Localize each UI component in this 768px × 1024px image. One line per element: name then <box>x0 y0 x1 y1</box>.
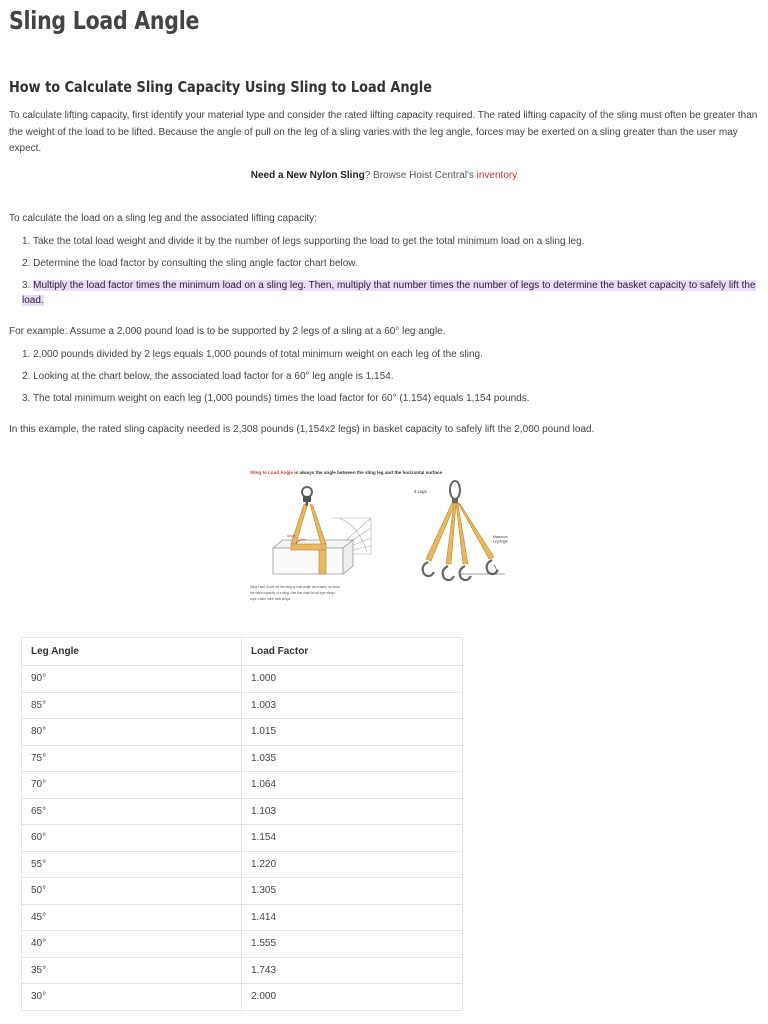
table-row <box>22 851 463 878</box>
single-sling-diagram <box>273 487 371 574</box>
conclusion: In this example, the rated sling capacity needed is 2,308 pounds (1,154x2 legs) in basket capacity to safely lift the 2,000 pound load. <box>9 424 595 435</box>
load-factor-cell: 1.003 <box>242 692 463 719</box>
table-row <box>22 772 463 799</box>
load-factor-cell: 1.555 <box>242 931 463 958</box>
example-step-3: 3. The total minimum weight on each leg (1,000 pounds) times the load factor for 60° (1.154) equals 1,154 pounds. <box>22 393 530 404</box>
load-factor-cell: 1.220 <box>242 851 463 878</box>
load-factor-cell: 1.015 <box>242 719 463 746</box>
max-angle-label: Maximum Leg Angle <box>493 535 509 544</box>
load-factor-cell: 1.035 <box>242 745 463 772</box>
svg-text:the rated capacity of a sling.: the rated capacity of a sling. Use this chart for all type slings: <box>250 591 336 595</box>
leg-angle-cell: 90° <box>22 666 242 693</box>
calc-step-2: 2. Determine the load factor by consulting the sling angle factor chart below. <box>22 258 358 269</box>
load-factor-table <box>21 637 463 1011</box>
svg-text:rope, chain, wire, web slings.: rope, chain, wire, web slings. <box>250 597 291 601</box>
load-factor-cell: 1.414 <box>242 904 463 931</box>
table-header-row <box>22 638 463 666</box>
table-row <box>22 719 463 746</box>
table-row <box>22 931 463 958</box>
example-step-2: 2. Looking at the chart below, the associated load factor for a 60° leg angle is 1.154. <box>22 371 394 382</box>
table-row <box>22 878 463 905</box>
load-factor-header: Load Factor <box>242 638 463 666</box>
leg-angle-header: Leg Angle <box>22 638 242 666</box>
calc-steps-list <box>22 234 757 308</box>
load-factor-cell: 1.103 <box>242 798 463 825</box>
sling-angle-figure <box>243 466 517 610</box>
table-row <box>22 825 463 852</box>
inventory-callout <box>0 170 768 181</box>
table-row <box>22 745 463 772</box>
leg-angle-cell: 50° <box>22 878 242 905</box>
leg-angle-cell: 65° <box>22 798 242 825</box>
example-steps-list <box>22 347 757 406</box>
calc-lead: To calculate the load on a sling leg and the associated lifting capacity: <box>9 213 317 224</box>
leg-angle-cell: 55° <box>22 851 242 878</box>
table-row <box>22 666 463 693</box>
table-row <box>22 904 463 931</box>
page-title: Sling Load Angle <box>9 6 200 35</box>
leg-angle-cell: 85° <box>22 692 242 719</box>
leg-angle-cell: 75° <box>22 745 242 772</box>
four-leg-sling-diagram <box>414 481 509 580</box>
table-row <box>22 957 463 984</box>
load-factor-cell: 1.064 <box>242 772 463 799</box>
callout-bold-text: Need a New Nylon Sling <box>250 170 365 181</box>
load-factor-cell: 1.154 <box>242 825 463 852</box>
svg-text:Sling Load Chart: As the sling: Sling Load Chart: As the sling to load angle decreases, so does <box>250 585 340 589</box>
chart-note <box>250 585 340 601</box>
example-lead: For example: Assume a 2,000 pound load is to be supported by 2 legs of a sling at a 60° leg angle. <box>9 326 446 337</box>
load-factor-cell: 1.305 <box>242 878 463 905</box>
legs-label: 4 Legs <box>414 489 427 494</box>
load-factor-cell: 1.743 <box>242 957 463 984</box>
leg-angle-cell: 30° <box>22 984 242 1011</box>
calc-step-1: 1. Take the total load weight and divide it by the number of legs supporting the load to get the total minimum load on a sling leg. <box>22 236 585 247</box>
table-row <box>22 798 463 825</box>
leg-angle-cell: 70° <box>22 772 242 799</box>
leg-angle-cell: 80° <box>22 719 242 746</box>
section-heading: How to Calculate Sling Capacity Using Sling to Load Angle <box>9 78 432 96</box>
example-step-1: 1. 2,000 pounds divided by 2 legs equals 1,000 pounds of total minimum weight on each leg of the sling. <box>22 349 483 360</box>
leg-angle-cell: 60° <box>22 825 242 852</box>
highlighted-step-text: Multiply the load factor times the minimum load on a sling leg. Then, multiply that number times the number of legs to determine the basket capacity to safely lift the load. <box>22 280 756 306</box>
calc-step-3: 3. Multiply the load factor times the minimum load on a sling leg. Then, multiply that number times the number of legs to determine the basket capacity to safely lift the load. <box>22 280 756 306</box>
table-row <box>22 692 463 719</box>
inventory-link[interactable]: inventory <box>476 170 518 181</box>
load-factor-cell: 2.000 <box>242 984 463 1011</box>
figure-caption: Sling to Load Angle is always the angle between the sling leg and the horizontal surface <box>250 470 443 475</box>
leg-angle-cell: 40° <box>22 931 242 958</box>
table-row <box>22 984 463 1011</box>
callout-text: ? Browse Hoist Central's <box>364 170 477 181</box>
leg-angle-cell: 35° <box>22 957 242 984</box>
angle-label: Angle <box>287 534 296 538</box>
leg-angle-cell: 45° <box>22 904 242 931</box>
intro-paragraph: To calculate lifting capacity, first identify your material type and consider the rated lifting capacity required. The rated lifting capacity of the sling must often be greater than the weight of the load to be lifted. Because the angle of pull on the leg of a sling varies with the leg angle, forces may be exerted on a sling greater than the user may expect. <box>9 110 758 154</box>
load-factor-cell: 1.000 <box>242 666 463 693</box>
